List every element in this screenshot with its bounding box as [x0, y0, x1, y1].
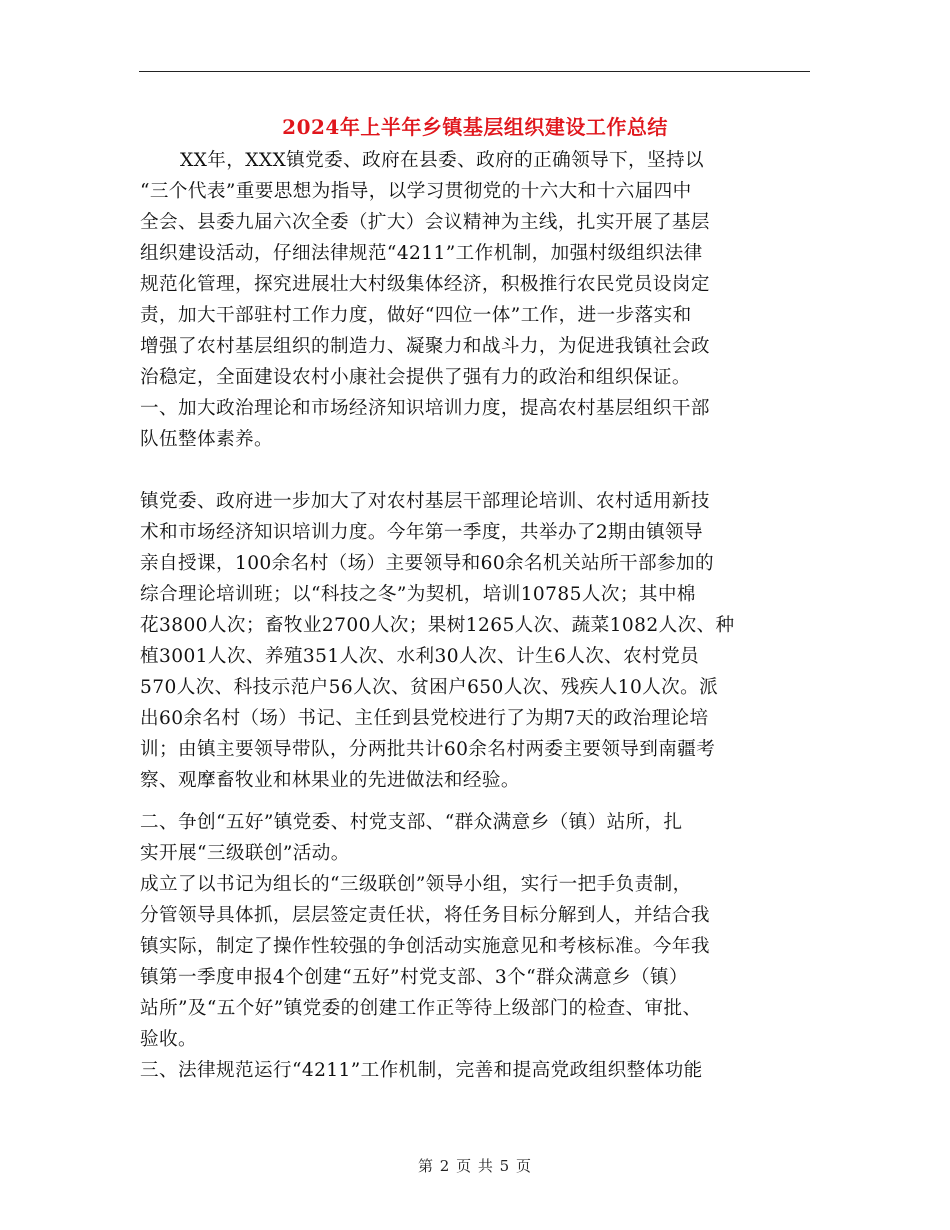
page-number: 第 2 页 共 5 页 [418, 1157, 532, 1175]
body-line: 综合理论培训班；以“科技之冬”为契机，培训10785人次；其中棉 [140, 584, 696, 605]
header-rule [139, 71, 810, 72]
section-heading-line: 队伍整体素养。 [140, 429, 273, 450]
body-line: XX年，XXX镇党委、政府在县委、政府的正确领导下，坚持以 [180, 150, 705, 171]
body-line: 镇第一季度申报4个创建“五好”村党支部、3个“群众满意乡（镇） [140, 967, 689, 988]
body-line: 镇实际，制定了操作性较强的争创活动实施意见和考核标准。今年我 [140, 936, 710, 957]
section-heading-line: 实开展“三级联创”活动。 [140, 843, 350, 864]
body-line: 增强了农村基层组织的制造力、凝聚力和战斗力，为促进我镇社会政 [140, 336, 710, 357]
body-line: 分管领导具体抓，层层签定责任状，将任务目标分解到人，并结合我 [140, 905, 710, 926]
body-line: 察、观摩畜牧业和林果业的先进做法和经验。 [140, 770, 520, 791]
body-line: 治稳定，全面建设农村小康社会提供了强有力的政治和组织保证。 [140, 367, 691, 388]
body-line: 规范化管理，探究进展壮大村级集体经济，积极推行农民党员设岗定 [140, 274, 710, 295]
body-line: 术和市场经济知识培训力度。今年第一季度，共举办了2期由镇领导 [140, 522, 704, 543]
page-footer [0, 1155, 950, 1176]
body-line: 验收。 [140, 1029, 197, 1050]
body-line: “三个代表”重要思想为指导，以学习贯彻党的十六大和十六届四中 [140, 181, 692, 202]
body-line: 镇党委、政府进一步加大了对农村基层干部理论培训、农村适用新技 [140, 491, 710, 512]
document-title: 2024年上半年乡镇基层组织建设工作总结 [282, 115, 668, 139]
body-line: 亲自授课，100余名村（场）主要领导和60余名机关站所干部参加的 [140, 553, 714, 574]
body-line: 植3001人次、养殖351人次、水利30人次、计生6人次、农村党员 [140, 646, 700, 667]
body-line: 成立了以书记为组长的“三级联创”领导小组，实行一把手负责制， [140, 874, 692, 895]
body-line: 全会、县委九届六次全委（扩大）会议精神为主线，扎实开展了基层 [140, 212, 710, 233]
body-line: 责，加大干部驻村工作力度，做好“四位一体”工作，进一步落实和 [140, 305, 692, 326]
body-line: 出60余名村（场）书记、主任到县党校进行了为期7天的政治理论培 [140, 708, 709, 729]
section-heading-line: 一、加大政治理论和市场经济知识培训力度，提高农村基层组织干部 [140, 398, 710, 419]
section-heading-line: 三、法律规范运行“4211”工作机制，完善和提高党政组织整体功能 [140, 1060, 703, 1081]
body-line: 花3800人次；畜牧业2700人次；果树1265人次、蔬菜1082人次、种 [140, 615, 735, 636]
body-line: 570人次、科技示范户56人次、贫困户650人次、残疾人10人次。派 [140, 677, 719, 698]
body-line: 训；由镇主要领导带队，分两批共计60余名村两委主要领导到南疆考 [140, 739, 716, 760]
section-heading-line: 二、争创“五好”镇党委、村党支部、“群众满意乡（镇）站所，扎 [140, 812, 683, 833]
body-line: 组织建设活动，仔细法律规范“4211”工作机制，加强村级组织法律 [140, 243, 703, 264]
body-line: 站所”及“五个好”镇党委的创建工作正等待上级部门的检查、审批、 [140, 998, 702, 1019]
